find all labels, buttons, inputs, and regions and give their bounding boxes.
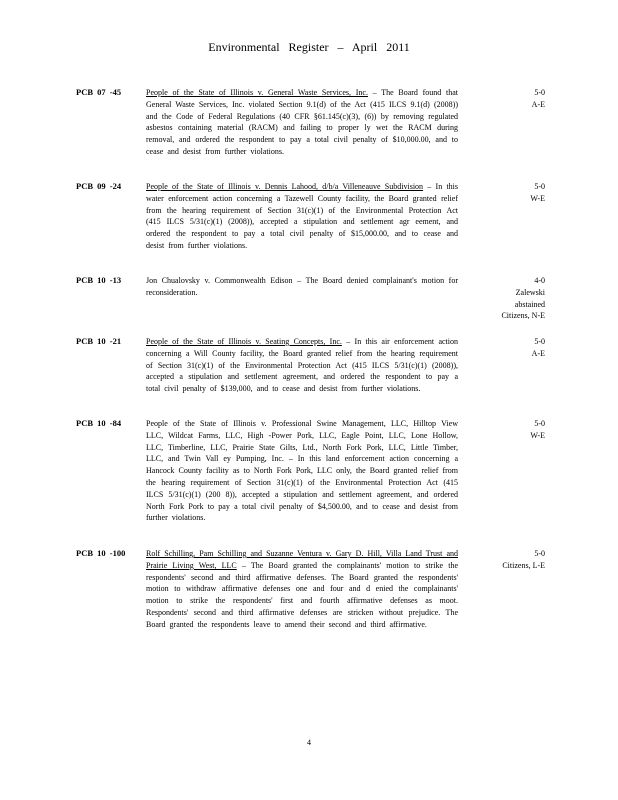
entry-text (146, 87, 458, 158)
case-caption: People of the State of Illinois v. Dennis Lahood, d/b/a Villeneauve Subdivision (146, 182, 424, 191)
vote-line: 5-0 (534, 88, 545, 97)
case-caption: Rolf Schilling, Pam Schilling and Suzanne Ventura v. Gary D. Hill, Villa Land Trust and Prairie Living West, LLC (146, 549, 458, 570)
entry-text (146, 418, 458, 524)
case-number: PCB 10 -13 (76, 275, 122, 285)
page-number: 4 (307, 738, 311, 747)
entry-text (146, 548, 458, 631)
case-caption: People of the State of Illinois v. Seating Concepts, Inc. (146, 337, 342, 346)
vote-line: W-E (530, 193, 545, 203)
vote-line: 5-0 (534, 182, 545, 191)
vote-line: A-E (531, 348, 545, 358)
vote-line: Citizens, L-E (502, 560, 545, 570)
case-description: – The Board granted the complainants' motion to strike the respondents' second and third affirmative defenses. The Board granted the respondents' motion to withdraw affirmative defenses one and four and d enied the complainants' motion to strike the respondents' first and fourth affirmative defenses as moot. Respondents' second and third affirmative defenses are stricken without prejudice. The Board granted the respondents leave to amend their second and third affirmative. (146, 560, 458, 629)
vote-line: 5-0 (534, 337, 545, 346)
page-header: Environmental Register – April 2011 (208, 40, 410, 54)
case-number: PCB 10 -100 (76, 548, 126, 558)
vote-block (500, 87, 545, 111)
case-caption: People of the State of Illinois v. General Waste Services, Inc. (146, 88, 368, 97)
vote-line: 5-0 (534, 419, 545, 428)
vote-block (500, 336, 545, 360)
vote-block (500, 181, 545, 205)
case-description: People of the State of Illinois v. Professional Swine Management, LLC, Hilltop View LLC, Wildcat Farms, LLC, High -Power Pork, LLC, Eagle Point, LLC, Lone Hollow, LLC, Timberline, LLC, Prairie State Gilts, Ltd., North Fork Pork, LLC, Little Timber, LLC, and Twin Vall ey Pumping, Inc. – In this land enforcement action concerning a Hancock County facility as to North Fork Pork, LLC only, the Board granted relief from the hearing requirement of Section 31(c)(1) of the Environmental Protection Act (415 ILCS 5/31(c)(1) (200 8)), accepted a stipulation and settlement agreement, and ordered North Fork Pork to pay a total civil penalty of $4,500.00, and to cease and desist from further violations. (146, 419, 458, 523)
entry-text (146, 181, 458, 252)
case-number: PCB 09 -24 (76, 181, 122, 191)
vote-line: W-E (530, 430, 545, 440)
vote-line: Zalewski (515, 287, 545, 297)
case-number: PCB 07 -45 (76, 87, 122, 97)
entry-text (146, 275, 458, 299)
vote-line: 4-0 (534, 276, 545, 285)
entry-text (146, 336, 458, 395)
vote-block (500, 548, 545, 572)
vote-line: Citizens, N-E (501, 311, 545, 321)
vote-block (500, 418, 545, 442)
case-number: PCB 10 -21 (76, 336, 122, 346)
vote-line: A-E (531, 99, 545, 109)
case-number: PCB 10 -84 (76, 418, 122, 428)
case-description: Jon Chualovsky v. Commonwealth Edison – The Board denied complainant's motion for reconsideration. (146, 276, 458, 297)
case-description: – The Board found that General Waste Services, Inc. violated Section 9.1(d) of the Act (415 ILCS 9.1(d) (2008)) and the Code of Federal Regulations (40 CFR §61.145(c)(3), (6)) by removing regulated asbestos containing material (RACM) and failing to proper ly wet the RACM during removal, and ordered the respondent to pay a total civil penalty of $10,000.00, and to cease and desist from further violations. (146, 88, 458, 156)
case-description: – In this water enforcement action concerning a Tazewell County facility, the Board granted relief from the hearing requirement of Section 31(c)(1) of the Environmental Protection Act (415 ILCS 5/31(c)(1) (2008)), accepted a stipulation and settlement agr eement, and ordered the respondent to pay a total civil penalty of $15,000.00, and to cease and desist from further violations. (146, 182, 458, 250)
vote-line: abstained (514, 299, 545, 309)
case-description: – In this air enforcement action concerning a Will County facility, the Board granted relief from the hearing requirement of Section 31(c)(1) of the Environmental Protection Act (415 ILCS 5/31(c)(1) (2008)), accepted a stipulation and settlement agreement, and ordered the respondent to pay a total civil penalty of $139,000, and to cease and desist from further violations. (146, 337, 458, 394)
vote-line: 5-0 (534, 549, 545, 558)
vote-block (500, 275, 545, 322)
